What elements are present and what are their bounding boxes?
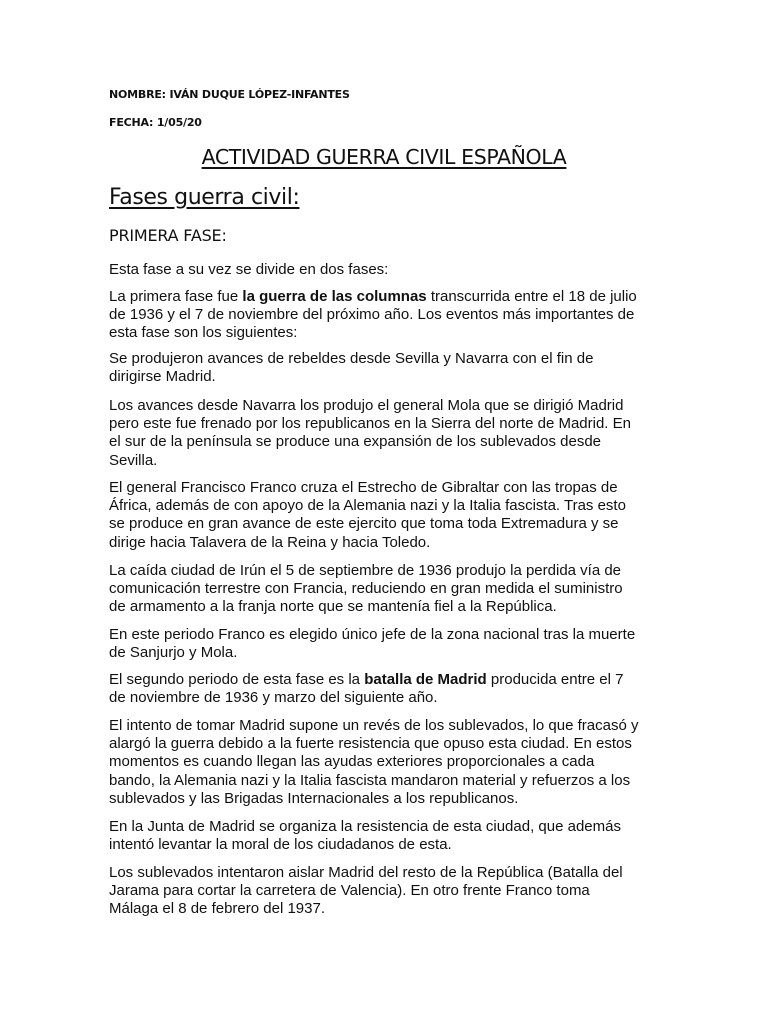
document-title: ACTIVIDAD GUERRA CIVIL ESPAÑOLA [201, 145, 567, 169]
paragraph: Los sublevados intentaron aislar Madrid del resto de la República (Batalla del Jarama para cortar la carretera de Valencia). En otro frente Franco toma Málaga el 8 de febrero del 1937. [109, 864, 623, 918]
paragraph: La caída ciudad de Irún el 5 de septiembre de 1936 produjo la perdida vía de comunicación terrestre con Francia, reduciendo en gran medida el suministro de armamento a la franja norte que se mantenía fiel a la República. [109, 562, 623, 616]
paragraph: Se produjeron avances de rebeldes desde Sevilla y Navarra con el fin de dirigirse Madrid. [109, 350, 594, 386]
paragraph: El segundo periodo de esta fase es la batalla de Madrid producida entre el 7 de noviembre de 1936 y marzo del siguiente año. [109, 671, 624, 707]
subsection-heading: PRIMERA FASE: [109, 226, 227, 245]
student-name: NOMBRE: IVÁN DUQUE LÓPEZ-INFANTES [109, 88, 350, 101]
bold-term: la guerra de las columnas [242, 288, 427, 305]
section-heading: Fases guerra civil: [109, 185, 300, 210]
paragraph: La primera fase fue la guerra de las columnas transcurrida entre el 18 de julio de 1936 y el 7 de noviembre del próximo año. Los eventos más importantes de esta fase son los siguientes: [109, 288, 637, 342]
date: FECHA: 1/05/20 [109, 116, 202, 129]
paragraph: Los avances desde Navarra los produjo el general Mola que se dirigió Madrid pero este fue frenado por los republicanos en la Sierra del norte de Madrid. En el sur de la península se produce una expansión de los sublevados desde Sevilla. [109, 397, 631, 469]
paragraph: En la Junta de Madrid se organiza la resistencia de esta ciudad, que además intentó levantar la moral de los ciudadanos de esta. [109, 818, 621, 854]
paragraph: El general Francisco Franco cruza el Estrecho de Gibraltar con las tropas de África, además de con apoyo de la Alemania nazi y la Italia fascista. Tras esto se produce en gran avance de este ejercito que toma toda Extremadura y se dirige hacia Talavera de la Reina y hacia Toledo. [109, 479, 626, 551]
paragraph: Esta fase a su vez se divide en dos fases: [109, 261, 389, 278]
paragraph: En este periodo Franco es elegido único jefe de la zona nacional tras la muerte de Sanjurjo y Mola. [109, 626, 636, 662]
bold-term: batalla de Madrid [364, 671, 487, 688]
paragraph: El intento de tomar Madrid supone un revés de los sublevados, lo que fracasó y alargó la guerra debido a la fuerte resistencia que opuso esta ciudad. En estos momentos es cuando llegan las ayudas exteriores proporcionales a cada bando, la Alemania nazi y la Italia fascista mandaron material y refuerzos a los sublevados y las Brigadas Internacionales a los republicanos. [109, 717, 639, 807]
